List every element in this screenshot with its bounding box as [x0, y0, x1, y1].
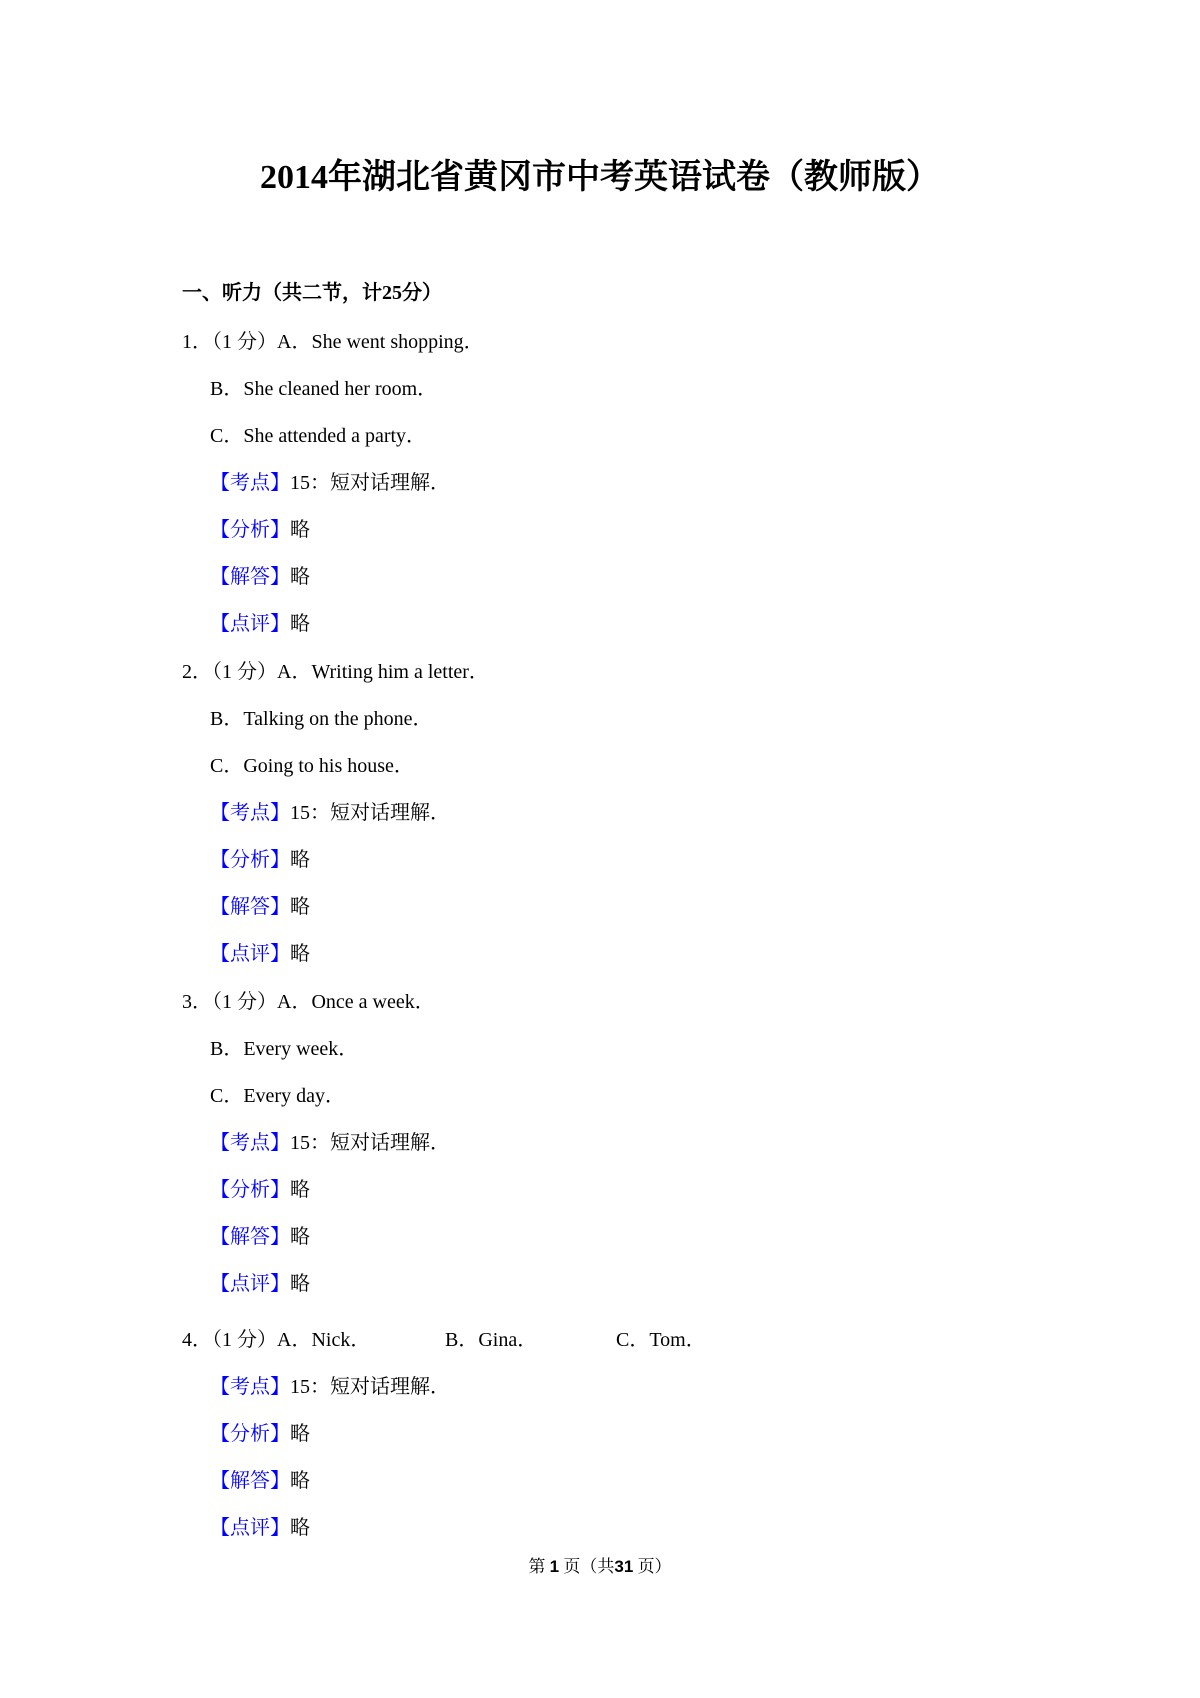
jieda-value: 略	[290, 1470, 310, 1492]
question-4-fenxi	[210, 1419, 310, 1449]
dianping-value: 略	[290, 943, 310, 965]
page-footer	[0, 1553, 1200, 1581]
question-2-fenxi	[210, 845, 310, 875]
question-3-jieda	[210, 1222, 310, 1252]
fenxi-label: 【分析】	[210, 519, 290, 541]
kaodian-label: 【考点】	[210, 1376, 290, 1398]
question-1-jieda	[210, 562, 310, 592]
question-3-stem: 3．（1 分）A．Once a week．	[182, 991, 435, 1013]
question-4-stem: 4．（1 分）A．Nick．	[182, 1329, 371, 1351]
jieda-value: 略	[290, 1226, 310, 1248]
question-2-option-b: B．Talking on the phone．	[210, 708, 433, 730]
jieda-value: 略	[290, 896, 310, 918]
fenxi-label: 【分析】	[210, 849, 290, 871]
question-1-stem: 1．（1 分）A．She went shopping．	[182, 331, 484, 353]
question-4-jieda	[210, 1466, 310, 1496]
dianping-label: 【点评】	[210, 1273, 290, 1295]
question-4-option-b: B．Gina．	[445, 1329, 538, 1351]
question-1-kaodian	[210, 468, 450, 498]
question-4-option-c: C．Tom．	[616, 1329, 706, 1351]
jieda-label: 【解答】	[210, 1226, 290, 1248]
fenxi-value: 略	[290, 1179, 310, 1201]
fenxi-value: 略	[290, 849, 310, 871]
question-1-option-c: C．She attended a party．	[210, 425, 427, 447]
dianping-label: 【点评】	[210, 1517, 290, 1539]
question-2-dianping	[210, 939, 310, 969]
dianping-value: 略	[290, 613, 310, 635]
question-3-fenxi	[210, 1175, 310, 1205]
footer-prefix: 第	[528, 1557, 546, 1576]
dianping-label: 【点评】	[210, 943, 290, 965]
kaodian-label: 【考点】	[210, 802, 290, 824]
fenxi-label: 【分析】	[210, 1423, 290, 1445]
question-2-option-c: C．Going to his house．	[210, 755, 414, 777]
question-4-kaodian	[210, 1372, 450, 1402]
question-2-jieda	[210, 892, 310, 922]
dianping-label: 【点评】	[210, 613, 290, 635]
question-2-kaodian	[210, 798, 450, 828]
footer-suffix: 页）	[637, 1557, 672, 1576]
jieda-label: 【解答】	[210, 566, 290, 588]
jieda-value: 略	[290, 566, 310, 588]
question-3-option-c: C．Every day．	[210, 1085, 345, 1107]
jieda-label: 【解答】	[210, 896, 290, 918]
question-4-dianping	[210, 1513, 310, 1543]
kaodian-value: 15：短对话理解．	[290, 802, 450, 824]
footer-page-number: 1	[549, 1557, 560, 1576]
kaodian-value: 15：短对话理解．	[290, 1132, 450, 1154]
question-1-dianping	[210, 609, 310, 639]
dianping-value: 略	[290, 1517, 310, 1539]
footer-total-pages: 31	[614, 1557, 634, 1576]
kaodian-value: 15：短对话理解．	[290, 1376, 450, 1398]
question-3-kaodian	[210, 1128, 450, 1158]
fenxi-value: 略	[290, 519, 310, 541]
question-3-dianping	[210, 1269, 310, 1299]
question-1-fenxi	[210, 515, 310, 545]
jieda-label: 【解答】	[210, 1470, 290, 1492]
fenxi-label: 【分析】	[210, 1179, 290, 1201]
dianping-value: 略	[290, 1273, 310, 1295]
document-title: 2014年湖北省黄冈市中考英语试卷（教师版）	[260, 159, 940, 196]
footer-middle: 页（共	[563, 1557, 615, 1576]
question-1-option-b: B．She cleaned her room．	[210, 378, 438, 400]
kaodian-label: 【考点】	[210, 1132, 290, 1154]
kaodian-value: 15：短对话理解．	[290, 472, 450, 494]
question-2-stem: 2．（1 分）A．Writing him a letter．	[182, 661, 489, 683]
question-3-option-b: B．Every week．	[210, 1038, 359, 1060]
kaodian-label: 【考点】	[210, 472, 290, 494]
section-heading: 一、听力（共二节，计25分）	[182, 282, 442, 304]
fenxi-value: 略	[290, 1423, 310, 1445]
